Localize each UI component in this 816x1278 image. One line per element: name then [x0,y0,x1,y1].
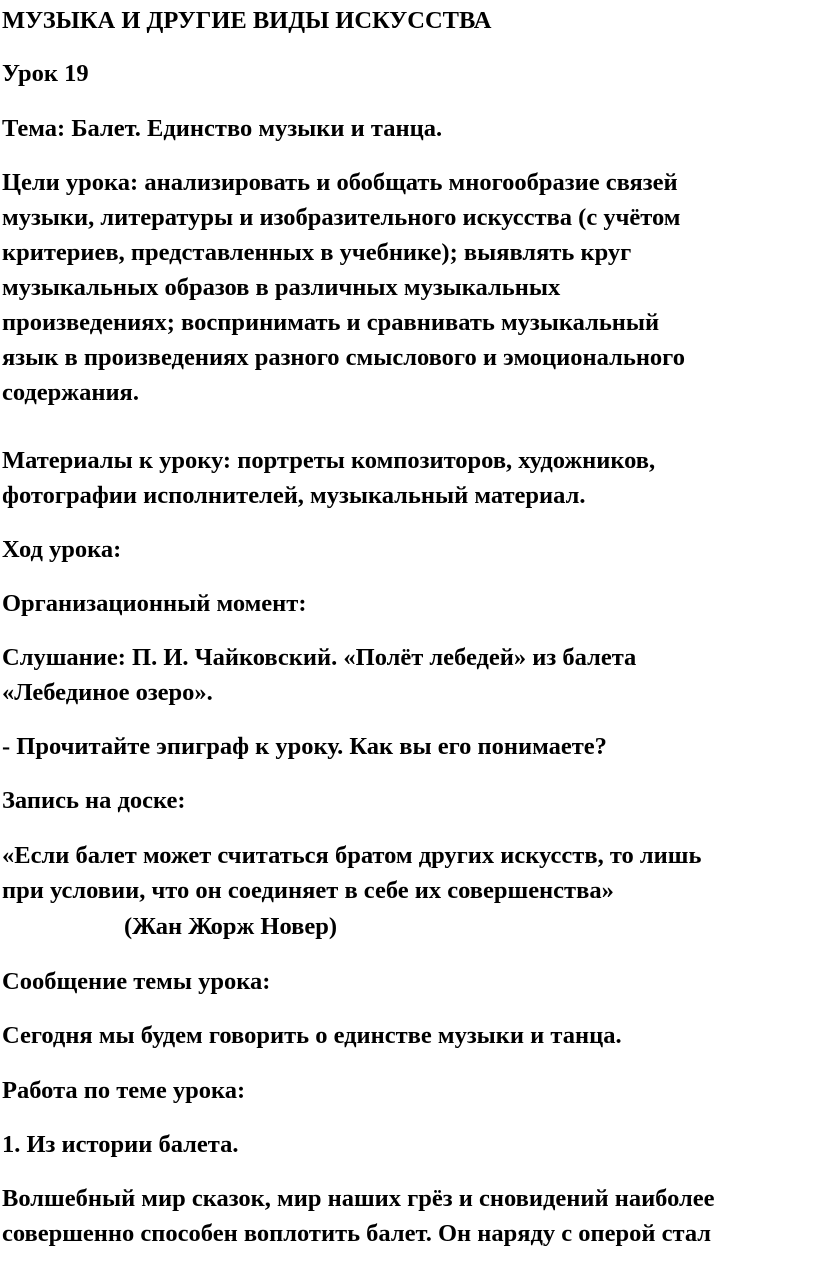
theme-message-heading: Сообщение темы урока: [2,968,271,995]
work-heading: Работа по теме урока: [2,1077,246,1104]
board-note-heading: Запись на доске: [2,787,186,814]
org-moment-heading: Организационный момент: [2,590,307,617]
today-paragraph: Сегодня мы будем говорить о единстве музыки и танца. [2,1022,622,1049]
lesson-topic: Тема: Балет. Единство музыки и танца. [2,115,443,142]
lesson-course-heading: Ход урока: [2,536,122,563]
magic-paragraph: Волшебный мир сказок, мир наших грёз и сновидений наиболее совершенно способен воплотить балет. Он наряду с оперой стал [2,1185,715,1247]
lesson-number: Урок 19 [2,60,89,87]
epigraph-quote: «Если балет может считаться братом других искусств, то лишь при условии, что он соединяет в себе их совершенства» [2,842,702,904]
lesson-goals: Цели урока: анализировать и обобщать многообразие связей музыки, литературы и изобразительного искусства (с учётом критериев, представленных в учебнике); выявлять круг музыкальных образов в различных музыкальных произведениях; воспринимать и сравнивать музыкальный язык в произведениях разного смыслового и эмоционального содержания. [2,169,685,406]
read-epigraph-paragraph: - Прочитайте эпиграф к уроку. Как вы его понимаете? [2,733,607,760]
quote-author: (Жан Жорж Новер) [124,913,337,940]
listening-paragraph: Слушание: П. И. Чайковский. «Полёт лебедей» из балета «Лебединое озеро». [2,644,637,706]
history-heading: 1. Из истории балета. [2,1131,239,1158]
document-title: МУЗЫКА И ДРУГИЕ ВИДЫ ИСКУССТВА [2,7,492,34]
lesson-materials: Материалы к уроку: портреты композиторов, художников, фотографии исполнителей, музыкальный материал. [2,447,656,509]
